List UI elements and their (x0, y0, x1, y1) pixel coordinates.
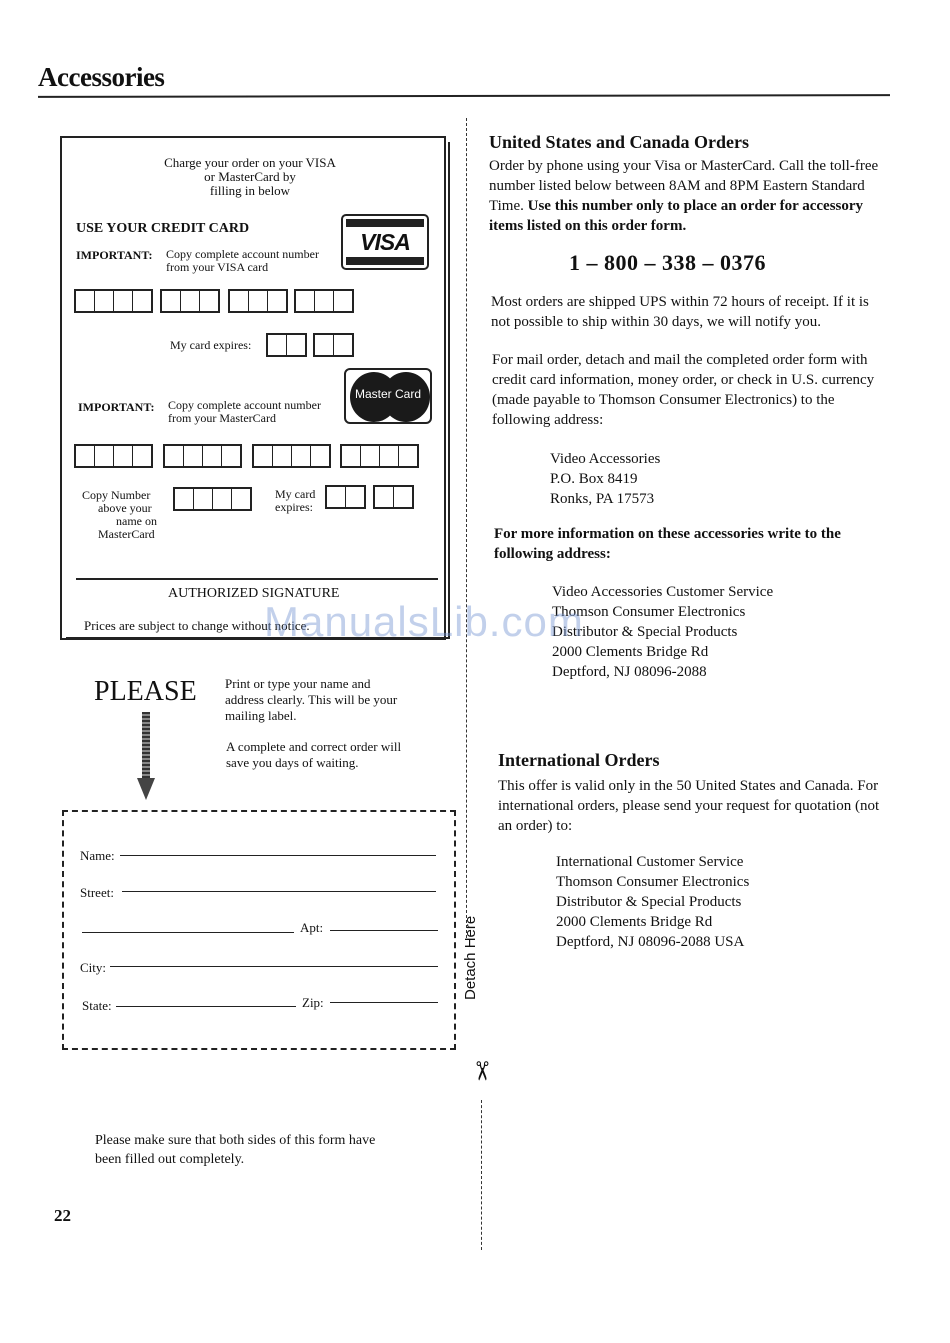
visa-important-text (166, 248, 319, 274)
zip-label: Zip: (302, 995, 324, 1010)
mc-number-group-3[interactable] (252, 444, 331, 468)
please-note (226, 739, 401, 771)
paragraph-line: Most orders are shipped UPS within 72 hours of receipt. If it is (491, 294, 869, 310)
down-arrow-icon (142, 712, 150, 780)
detach-line-lower (481, 1100, 482, 1250)
address-line: 2000 Clements Bridge Rd (556, 914, 713, 930)
street-field[interactable] (122, 891, 436, 892)
prices-note: Prices are subject to change without notice. (84, 618, 310, 633)
page-number: 22 (54, 1206, 71, 1225)
scissors-icon: ✂ (465, 1060, 496, 1082)
mc-number-group-1[interactable] (74, 444, 153, 468)
zip-field[interactable] (330, 1002, 438, 1003)
paragraph-line: credit card information, money order, or check in U.S. currency (492, 372, 875, 388)
please-instructions (225, 676, 397, 724)
paragraph-line: following address: (492, 412, 604, 428)
paragraph-line: not possible to ship within 30 days, we will notify you. (491, 314, 821, 330)
visa-logo (341, 214, 429, 270)
intro-line: filling in below (209, 183, 291, 198)
intro-line: Charge your order on your VISA (164, 155, 336, 170)
state-label: State: (82, 998, 112, 1013)
address-line: Thomson Consumer Electronics (556, 874, 750, 890)
paragraph-line: following address: (494, 546, 611, 562)
address-line: 2000 Clements Bridge Rd (552, 644, 709, 660)
mastercard-logo-text: Master Card (354, 387, 422, 401)
title-rule (38, 94, 890, 98)
footer-note (95, 1131, 375, 1169)
use-credit-card-heading: USE YOUR CREDIT CARD (76, 221, 250, 236)
signature-label: AUTHORIZED SIGNATURE (168, 586, 340, 601)
mail-order-paragraph (492, 350, 912, 430)
mc-number-group-4[interactable] (340, 444, 419, 468)
paragraph-line: Order by phone using your Visa or MasterCard. Call the toll-free (489, 158, 879, 174)
arrow-head-icon (137, 778, 155, 800)
signature-line[interactable] (76, 578, 438, 580)
paragraph-line: Time. (489, 198, 528, 214)
mc-important-text (168, 399, 321, 425)
state-field[interactable] (116, 1006, 296, 1007)
mc-expires-year[interactable] (373, 485, 414, 509)
paragraph-line: For more information on these accessories write to the (494, 526, 841, 542)
please-line: mailing label. (225, 708, 297, 723)
address-line: Deptford, NJ 08096-2088 USA (556, 934, 745, 950)
more-info-paragraph (494, 524, 914, 564)
toll-free-phone: 1 – 800 – 338 – 0376 (569, 250, 766, 275)
please-line: save you days of waiting. (226, 755, 359, 770)
mastercard-logo (344, 368, 432, 424)
address-line: Distributor & Special Products (552, 624, 738, 640)
mail-address (550, 449, 660, 509)
international-address (556, 852, 749, 952)
visa-important-line: Copy complete account number (166, 247, 319, 261)
us-canada-heading: United States and Canada Orders (489, 132, 750, 152)
address-line: Video Accessories Customer Service (552, 584, 774, 600)
paragraph-line: This offer is valid only in the 50 United States and Canada. For (498, 778, 879, 794)
footer-note-line: been filled out completely. (95, 1152, 245, 1167)
visa-expires-label: My card expires: (170, 338, 252, 352)
please-line: Print or type your name and (225, 676, 371, 691)
apt-field[interactable] (330, 930, 438, 931)
charge-intro (150, 156, 350, 198)
street-line-2-field[interactable] (82, 932, 294, 933)
international-paragraph (498, 776, 918, 836)
address-line: Ronks, PA 17573 (550, 491, 655, 507)
detach-label: Detach Here (462, 915, 479, 1000)
visa-important-line: from your VISA card (166, 260, 269, 274)
footer-note-line: Please make sure that both sides of this form have (95, 1133, 376, 1148)
please-line: address clearly. This will be your (225, 692, 398, 707)
intro-line: or MasterCard by (204, 169, 296, 184)
detach-line-upper (466, 118, 467, 938)
mc-copy-number-boxes[interactable] (173, 487, 252, 511)
mc-expires-label (275, 488, 315, 514)
copy-number-line: above your (98, 501, 152, 515)
shipping-paragraph (491, 292, 911, 332)
paragraph-line: international orders, please send your request for quotation (not (498, 798, 880, 814)
address-line: International Customer Service (556, 854, 744, 870)
please-heading: PLEASE (94, 676, 197, 707)
international-heading: International Orders (498, 750, 660, 770)
paragraph-bold: items listed on this order form. (489, 218, 687, 234)
visa-number-group-4[interactable] (294, 289, 354, 313)
address-line: P.O. Box 8419 (550, 471, 638, 487)
visa-expires-month[interactable] (266, 333, 307, 357)
city-label: City: (80, 960, 107, 975)
paragraph-line: number listed below between 8AM and 8PM Eastern Standard (489, 178, 865, 194)
copy-number-label (82, 489, 158, 541)
visa-expires-year[interactable] (313, 333, 354, 357)
apt-label: Apt: (300, 920, 324, 935)
visa-logo-text: VISA (360, 229, 410, 255)
copy-number-line: MasterCard (98, 527, 155, 541)
mc-expires-line: expires: (275, 500, 313, 514)
mc-expires-month[interactable] (325, 485, 366, 509)
mc-important-line: Copy complete account number (168, 398, 321, 412)
street-label: Street: (80, 885, 114, 900)
visa-important-label: IMPORTANT: (76, 248, 153, 262)
address-line: Thomson Consumer Electronics (552, 604, 746, 620)
box-shadow-edge (448, 142, 450, 638)
copy-number-line: name on (116, 514, 157, 528)
please-line: A complete and correct order will (226, 739, 402, 754)
visa-number-group-3[interactable] (228, 289, 288, 313)
paragraph-line: For mail order, detach and mail the completed order form with (492, 352, 868, 368)
visa-number-group-2[interactable] (160, 289, 220, 313)
name-field[interactable] (120, 855, 436, 856)
mc-number-group-2[interactable] (163, 444, 242, 468)
paragraph-line: an order) to: (498, 818, 573, 834)
paragraph-line: (made payable to Thomson Consumer Electronics) to the (492, 392, 835, 408)
us-canada-phone-paragraph (489, 156, 909, 236)
name-label: Name: (80, 848, 115, 863)
city-field[interactable] (110, 966, 438, 967)
customer-service-address (552, 582, 773, 682)
paragraph-bold: Use this number only to place an order for accessory (527, 198, 864, 214)
copy-number-line: Copy Number (82, 488, 151, 502)
address-line: Deptford, NJ 08096-2088 (552, 664, 707, 680)
mc-important-line: from your MasterCard (168, 411, 276, 425)
mc-important-label: IMPORTANT: (78, 400, 155, 414)
watermark: ManualsLib.com (264, 598, 584, 645)
address-line: Distributor & Special Products (556, 894, 742, 910)
page-title: Accessories (38, 62, 165, 92)
mc-expires-line: My card (275, 487, 316, 501)
visa-number-group-1[interactable] (74, 289, 153, 313)
address-line: Video Accessories (550, 451, 661, 467)
